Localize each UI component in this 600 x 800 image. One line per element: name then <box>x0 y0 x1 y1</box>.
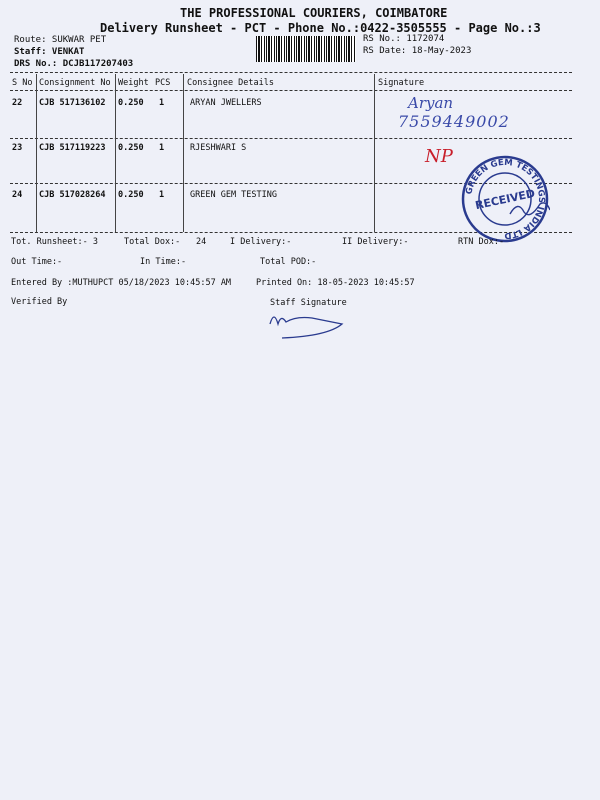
total-dox-value: 24 <box>196 237 207 247</box>
row-pcs: 1 <box>159 190 165 200</box>
ii-delivery: II Delivery:- <box>342 237 409 247</box>
row-consignment: CJB 517119223 <box>39 143 106 153</box>
row-sno: 22 <box>12 98 23 108</box>
company-name: THE PROFESSIONAL COURIERS, COIMBATORE <box>180 6 448 20</box>
runsheet-subtitle: Delivery Runsheet - PCT - Phone No.:0422-3505555 - Page No.:3 <box>100 21 541 35</box>
out-time: Out Time:- <box>11 257 63 267</box>
row-sno: 24 <box>12 190 23 200</box>
header-weight: Weight <box>118 78 149 88</box>
column-divider <box>115 74 116 232</box>
rtn-dox: RTN Dox:- <box>458 237 505 247</box>
row-pcs: 1 <box>159 143 165 153</box>
row-separator <box>10 138 572 139</box>
row-consignment: CJB 517136102 <box>39 98 106 108</box>
i-delivery: I Delivery:- <box>230 237 292 247</box>
stamp-center-text: RECEIVED <box>474 186 537 213</box>
row-weight: 0.250 <box>118 190 144 200</box>
row-consignee: GREEN GEM TESTING <box>190 190 277 200</box>
handwritten-initials: NP <box>425 146 453 167</box>
entered-by: Entered By :MUTHUPCT 05/18/2023 10:45:57 AM <box>11 278 232 288</box>
total-pod: Total POD:- <box>260 257 317 267</box>
row-weight: 0.250 <box>118 98 144 108</box>
header-signature: Signature <box>378 78 425 88</box>
rs-number: RS No.: 1172074 <box>363 34 445 44</box>
received-stamp <box>460 154 550 244</box>
column-divider <box>374 74 375 232</box>
printed-on: Printed On: 18-05-2023 10:45:57 <box>256 278 415 288</box>
table-header-rule <box>10 90 572 91</box>
drs-number: DRS No.: DCJB117207403 <box>14 59 134 69</box>
column-divider <box>183 74 184 232</box>
header-consignment: Consignment No <box>39 78 111 88</box>
total-dox-label: Total Dox:- <box>124 237 181 247</box>
row-consignee: ARYAN JWELLERS <box>190 98 262 108</box>
route: Route: SUKWAR PET <box>14 35 107 45</box>
header-pcs: PCS <box>155 78 171 88</box>
row-weight: 0.250 <box>118 143 144 153</box>
row-consignee: RJESHWARI S <box>190 143 247 153</box>
staff-signature-scribble <box>266 306 346 340</box>
verified-by: Verified By <box>11 297 68 307</box>
row-consignment: CJB 517028264 <box>39 190 106 200</box>
header-sno: S No <box>12 78 33 88</box>
handwritten-name: Aryan <box>408 94 454 112</box>
handwritten-phone: 7559449002 <box>398 112 510 131</box>
column-divider <box>36 74 37 232</box>
table-top-rule <box>10 72 572 73</box>
row-pcs: 1 <box>159 98 165 108</box>
barcode <box>256 36 356 62</box>
rs-date: RS Date: 18-May-2023 <box>363 46 472 56</box>
stamp-ring-text: GREEN GEM TESTINGS INDIA LTD <box>464 157 547 241</box>
row-sno: 23 <box>12 143 23 153</box>
staff: Staff: VENKAT <box>14 47 85 57</box>
total-runsheet: Tot. Runsheet:- 3 <box>11 237 98 247</box>
staff-signature-label: Staff Signature <box>270 298 347 308</box>
in-time: In Time:- <box>140 257 187 267</box>
header-consignee: Consignee Details <box>187 78 274 88</box>
